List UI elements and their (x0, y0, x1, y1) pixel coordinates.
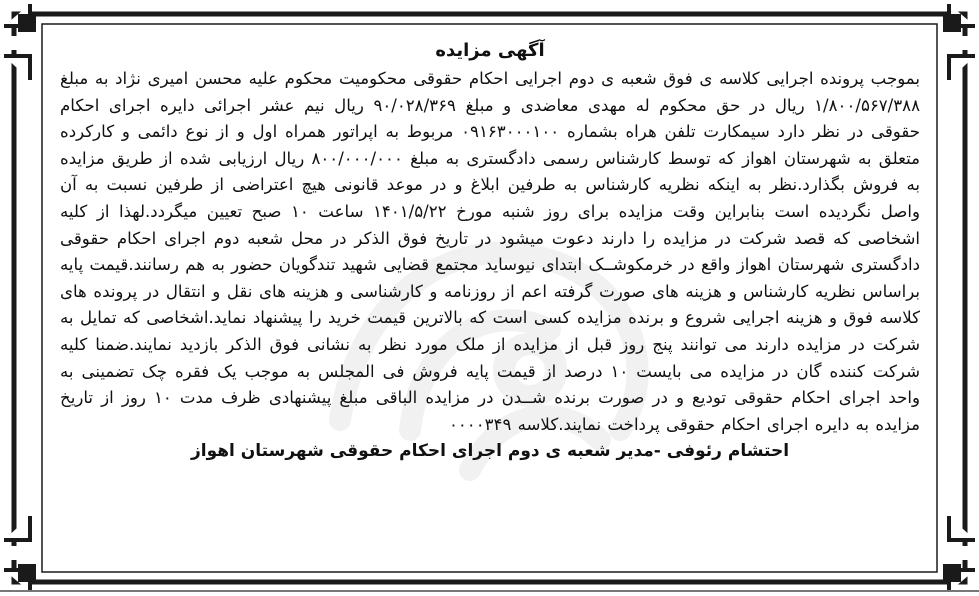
bottom-divider (0, 590, 979, 592)
notice-signature: احتشام رئوفی -مدیر شعبه ی دوم اجرای احکام حقوقی شهرستان اهواز (190, 441, 790, 462)
notice-title: آگهی مزایده (435, 40, 545, 61)
notice-body: بموجب پرونده اجرایی کلاسه ی فوق شعبه ی دوم اجرایی احکام حقوقی محکومیت محکوم علیه محسن امیری نژاد به مبلغ ۱/۸۰۰/۵۶۷/۳۸۸ ریال در حق محکوم له مهدی معاضدی و مبلغ ۹۰/۰۲۸/۳۶۹ ریال نیم عشر اجرائی دایره اجرای احکام حقوقی در نظر دارد سیمکارت تلفن هراه بشماره ۰۹۱۶۳۰۰۰۱۰۰ مربوط به اپراتور همراه اول و از نوع دائمی و کارکرده متعلق به شهرستان اهواز که توسط کارشناس رسمی دادگستری به مبلغ ۸۰۰/۰۰۰/۰۰۰ ریال ارزیابی شده از طریق مزایده به فروش بگذارد.نظر به اینکه نظریه کارشناس به طرفین ابلاغ و در موعد قانونی هیچ اعتراضی از طرفین نسبت به آن واصل نگردیده است بنابراین وقت مزایده برای روز شنبه مورخ ۱۴۰۱/۵/۲۲ ساعت ۱۰ صبح تعیین میگردد.لهذا از کلیه اشخاصی که قصد شرکت در مزایده را دارند دعوت میشود در تاریخ فوق الذکر در محل شعبه دوم اجرای احکام حقوقی دادگستری شهرستان اهواز واقع در خرمکوشــک ابتدای نیوساید مجتمع قضایی شهید تندگویان حضور به هم رسانند.قیمت پایه براساس نظریه کارشناس و هزینه های صورت گرفته اعم از روزنامه و کارشناسی و هزینه های نقل و انتقال در پرونده های کلاسه فوق و هزینه اجرایی شروع و برنده مزایده کسی است که بالاترین قیمت خرید را پیشنهاد نماید.اشخاصی که تمایل به شرکت در مزایده دارند می توانند پنج روز قبل از مزایده از ملک مورد نظر به نشانی فوق الذکر بازدید نمایند.ضمنا کلیه شرکت کننده گان در مزایده می بایست ۱۰ درصد از قیمت پایه فروش فی المجلس به موجب یک فقره چک تضمینی به واحد اجرای احکام حقوقی تودیع و در صورت برنده شــدن در مزایده الباقی مبلغ پیشنهادی ظرف مدت ۱۰ روز از تاریخ مزایده به دایره اجرای احکام حقوقی پرداخت نمایند.کلاسه ۰۰۰۰۳۴۹ (60, 69, 921, 434)
notice-content (60, 38, 920, 558)
